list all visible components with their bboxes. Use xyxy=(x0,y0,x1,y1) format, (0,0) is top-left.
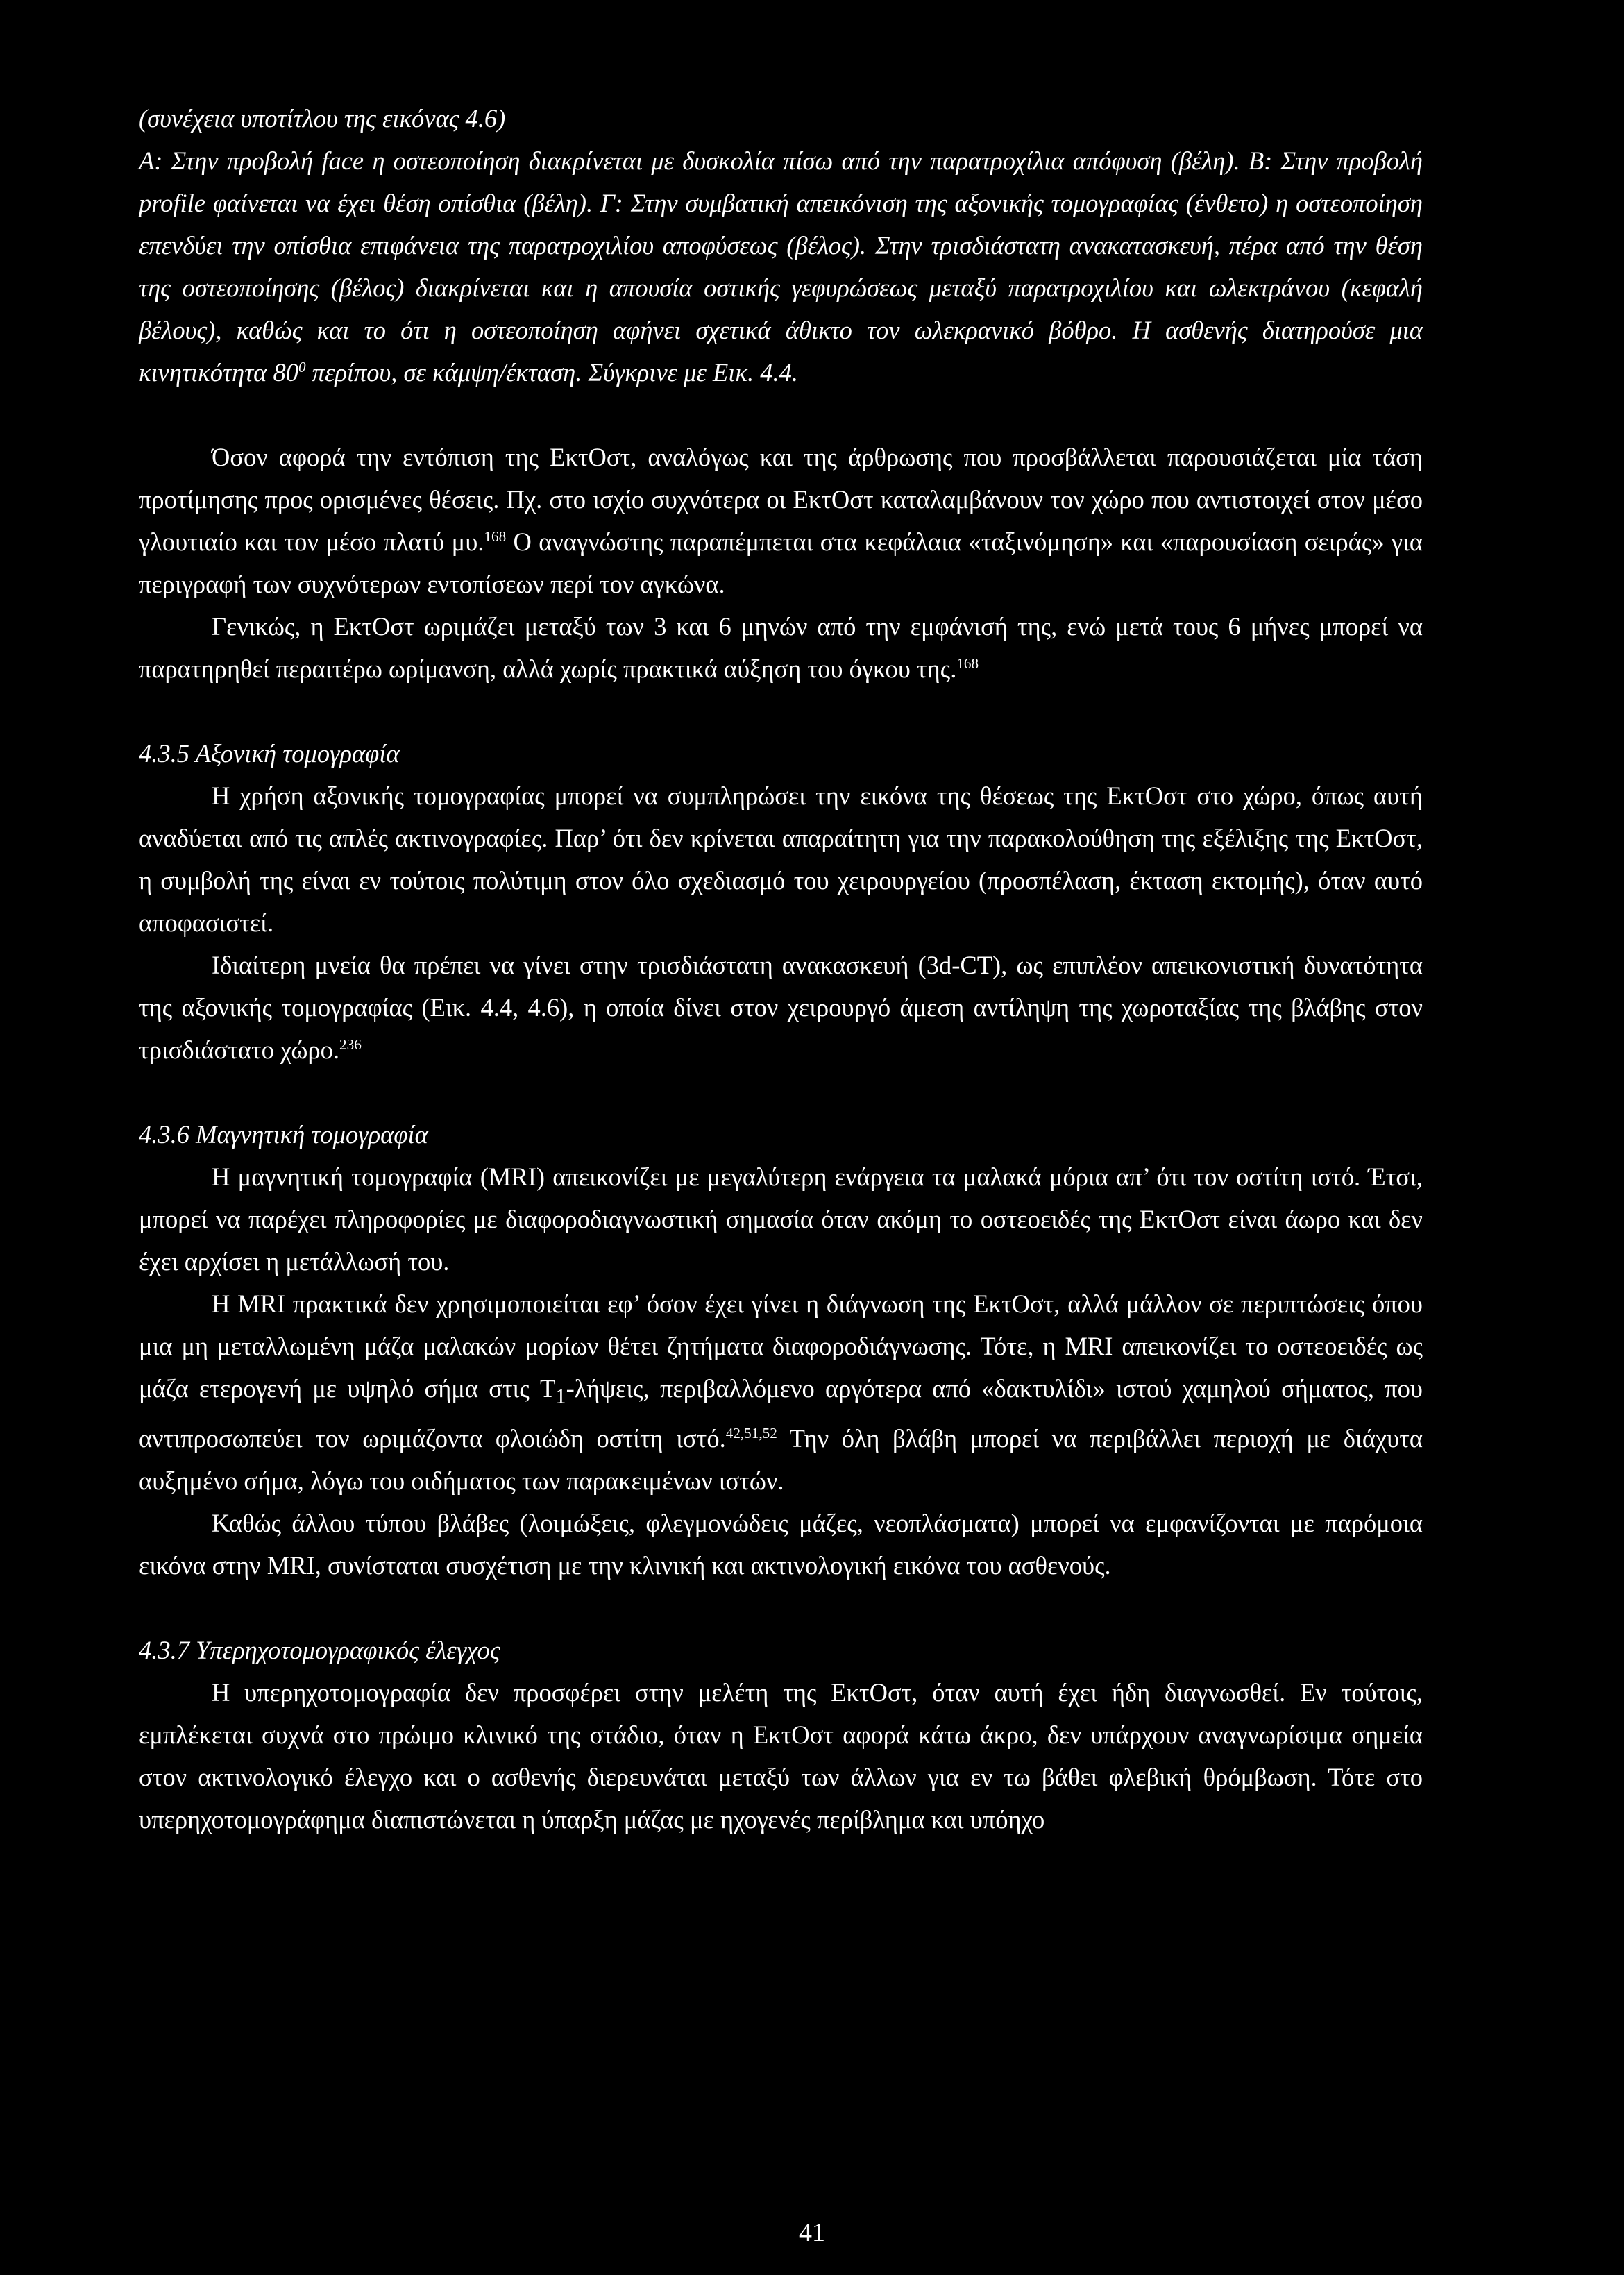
page-content xyxy=(139,97,1423,1841)
paragraph-location: Όσον αφορά την εντόπιση της ΕκτΟστ, αναλόγως και της άρθρωσης που προσβάλλεται παρουσιάζεται μία τάση προτίμησης προς ορισμένες θέσεις. Πχ. στο ισχίο συχνότερα οι ΕκτΟστ καταλαμβάνουν τον χώρο που αντιστοιχεί στον μέσο γλουτιαίο και τον μέσο πλατύ μυ.$^{168}$ Ο αναγνώστης παραπέμπεται στα κεφάλαια «ταξινόμηση» και «παρουσίαση σειράς» για περιγραφή των συχνότερων εντοπίσεων περί τον αγκώνα. xyxy=(139,443,1423,598)
citation-superscript: 42,51,52 xyxy=(725,1425,777,1442)
figure-caption-title: (συνέχεια υποτίτλου της εικόνας 4.6) xyxy=(139,104,506,133)
paragraph-mri-2: Η MRI πρακτικά δεν χρησιμοποιείται εφ’ όσον έχει γίνει η διάγνωση της ΕκτΟστ, αλλά μάλλον σε περιπτώσεις όπου μια μη μεταλλωμένη μάζα μαλακών μορίων θέτει ζητήματα διαφοροδιάγνωσης. Τότε, η MRI απεικονίζει το οστεοειδές ως μάζα ετερογενή με υψηλό σήμα στις $T_1$-λήψεις, περιβαλλόμενο αργότερα από «δακτυλίδι» ιστού χαμηλού σήματος, που αντιπροσωπεύει τον ωριμάζοντα φλοιώδη οστίτη ιστό.$^{42,51,52}$ Την όλη βλάβη μπορεί να περιβάλλει περιοχή με διάχυτα αυξημένο σήμα, λόγω του οιδήματος των παρακειμένων ιστών. xyxy=(139,1289,1423,1496)
citation-superscript: 236 xyxy=(339,1035,362,1053)
paragraph-maturation: Γενικώς, η ΕκτΟστ ωριμάζει μεταξύ των 3 και 6 μηνών από την εμφάνισή της, ενώ μετά τους 6 μήνες μπορεί να παρατηρηθεί περαιτέρω ωρίμανση, αλλά χωρίς πρακτικά αύξηση του όγκου της.$^{168}$ xyxy=(139,612,1423,683)
citation-superscript: 168 xyxy=(956,654,979,672)
figure-caption-body: Α: Στην προβολή face η οστεοποίηση διακρίνεται με δυσκολία πίσω από την παρατροχίλια απόφυση (βέλη). Β: Στην προβολή profile φαίνεται να έχει θέση οπίσθια (βέλη). Γ: Στην συμβατική απεικόνιση της αξονικής τομογραφίας (ένθετο) η οστεοποίηση επενδύει την οπίσθια επιφάνεια της παρατροχιλίου αποφύσεως (βέλος). Στην τρισδιάστατη ανακατασκευή, πέρα από την θέση της οστεοποίησης (βέλος) διακρίνεται και η απουσία οστικής γεφυρώσεως μεταξύ παρατροχιλίου και ωλεκτράνου (κεφαλή βέλους), καθώς και το ότι η οστεοποίηση αφήνει σχετικά άθικτο τον ωλεκρανικό βόθρο. Η ασθενής διατηρούσε μια κινητικότητα $80^0$ περίπου, σε κάμψη/έκταση. Σύγκρινε με Εικ. 4.4. xyxy=(139,146,1423,387)
paragraph-mri-1: Η μαγνητική τομογραφία (MRI) απεικονίζει με μεγαλύτερη ενάργεια τα μαλακά μόρια απ’ ότι τον οστίτη ιστό. Έτσι, μπορεί να παρέχει πληροφορίες με διαφοροδιαγνωστική σημασία όταν ακόμη το οστεοειδές της ΕκτΟστ είναι άωρο και δεν έχει αρχίσει η μετάλλωσή του. xyxy=(139,1162,1423,1276)
paragraph-ultrasound-1: Η υπερηχοτομογραφία δεν προσφέρει στην μελέτη της ΕκτΟστ, όταν αυτή έχει ήδη διαγνωσθεί. Εν τούτοις, εμπλέκεται συχνά στο πρώιμο κλινικό της στάδιο, όταν η ΕκτΟστ αφορά κάτω άκρο, δεν υπάρχουν αναγνωρίσιμα σημεία στον ακτινολογικό έλεγχο και ο ασθενής διερευνάται μεταξύ των άλλων για εν τω βάθει φλεβική θρόμβωση. Τότε στο υπερηχοτομογράφημα διαπιστώνεται η ύπαρξη μάζας με ηχογενές περίβλημα και υπόηχο xyxy=(139,1678,1423,1834)
paragraph-mri-3: Καθώς άλλου τύπου βλάβες (λοιμώξεις, φλεγμονώδεις μάζες, νεοπλάσματα) μπορεί να εμφανίζονται με παρόμοια εικόνα στην MRI, συνίσταται συσχέτιση με την κλινική και ακτινολογική εικόνα του ασθενούς. xyxy=(139,1509,1423,1580)
degree-superscript: 0 xyxy=(298,358,306,375)
paragraph-ct-2: Ιδιαίτερη μνεία θα πρέπει να γίνει στην τρισδιάστατη ανακασκευή (3d-CT), ως επιπλέον απεικονιστική δυνατότητα της αξονικής τομογραφίας (Εικ. 4.4, 4.6), η οποία δίνει στον χειρουργό άμεση αντίληψη της χωροταξίας της βλάβης στον τρισδιάστατο χώρο.$^{236}$ xyxy=(139,951,1423,1064)
citation-superscript: 168 xyxy=(484,527,507,545)
section-heading-ct: 4.3.5 Αξονική τομογραφία xyxy=(139,739,400,768)
section-heading-mri: 4.3.6 Μαγνητική τομογραφία xyxy=(139,1120,428,1149)
page-number: 41 xyxy=(799,2218,825,2247)
paragraph-ct-1: Η χρήση αξονικής τομογραφίας μπορεί να συμπληρώσει την εικόνα της θέσεως της ΕκτΟστ στο χώρο, όπως αυτή αναδύεται από τις απλές ακτινογραφίες. Παρ’ ότι δεν κρίνεται απαραίτητη για την παρακολούθηση της εξέλιξης της ΕκτΟστ, η συμβολή της είναι εν τούτοις πολύτιμη στον όλο σχεδιασμό του χειρουργείου (προσπέλαση, έκταση εκτομής), όταν αυτό αποφασιστεί. xyxy=(139,781,1423,937)
subscript: 1 xyxy=(555,1384,566,1408)
section-heading-ultrasound: 4.3.7 Υπερηχοτομογραφικός έλεγχος xyxy=(139,1636,500,1665)
